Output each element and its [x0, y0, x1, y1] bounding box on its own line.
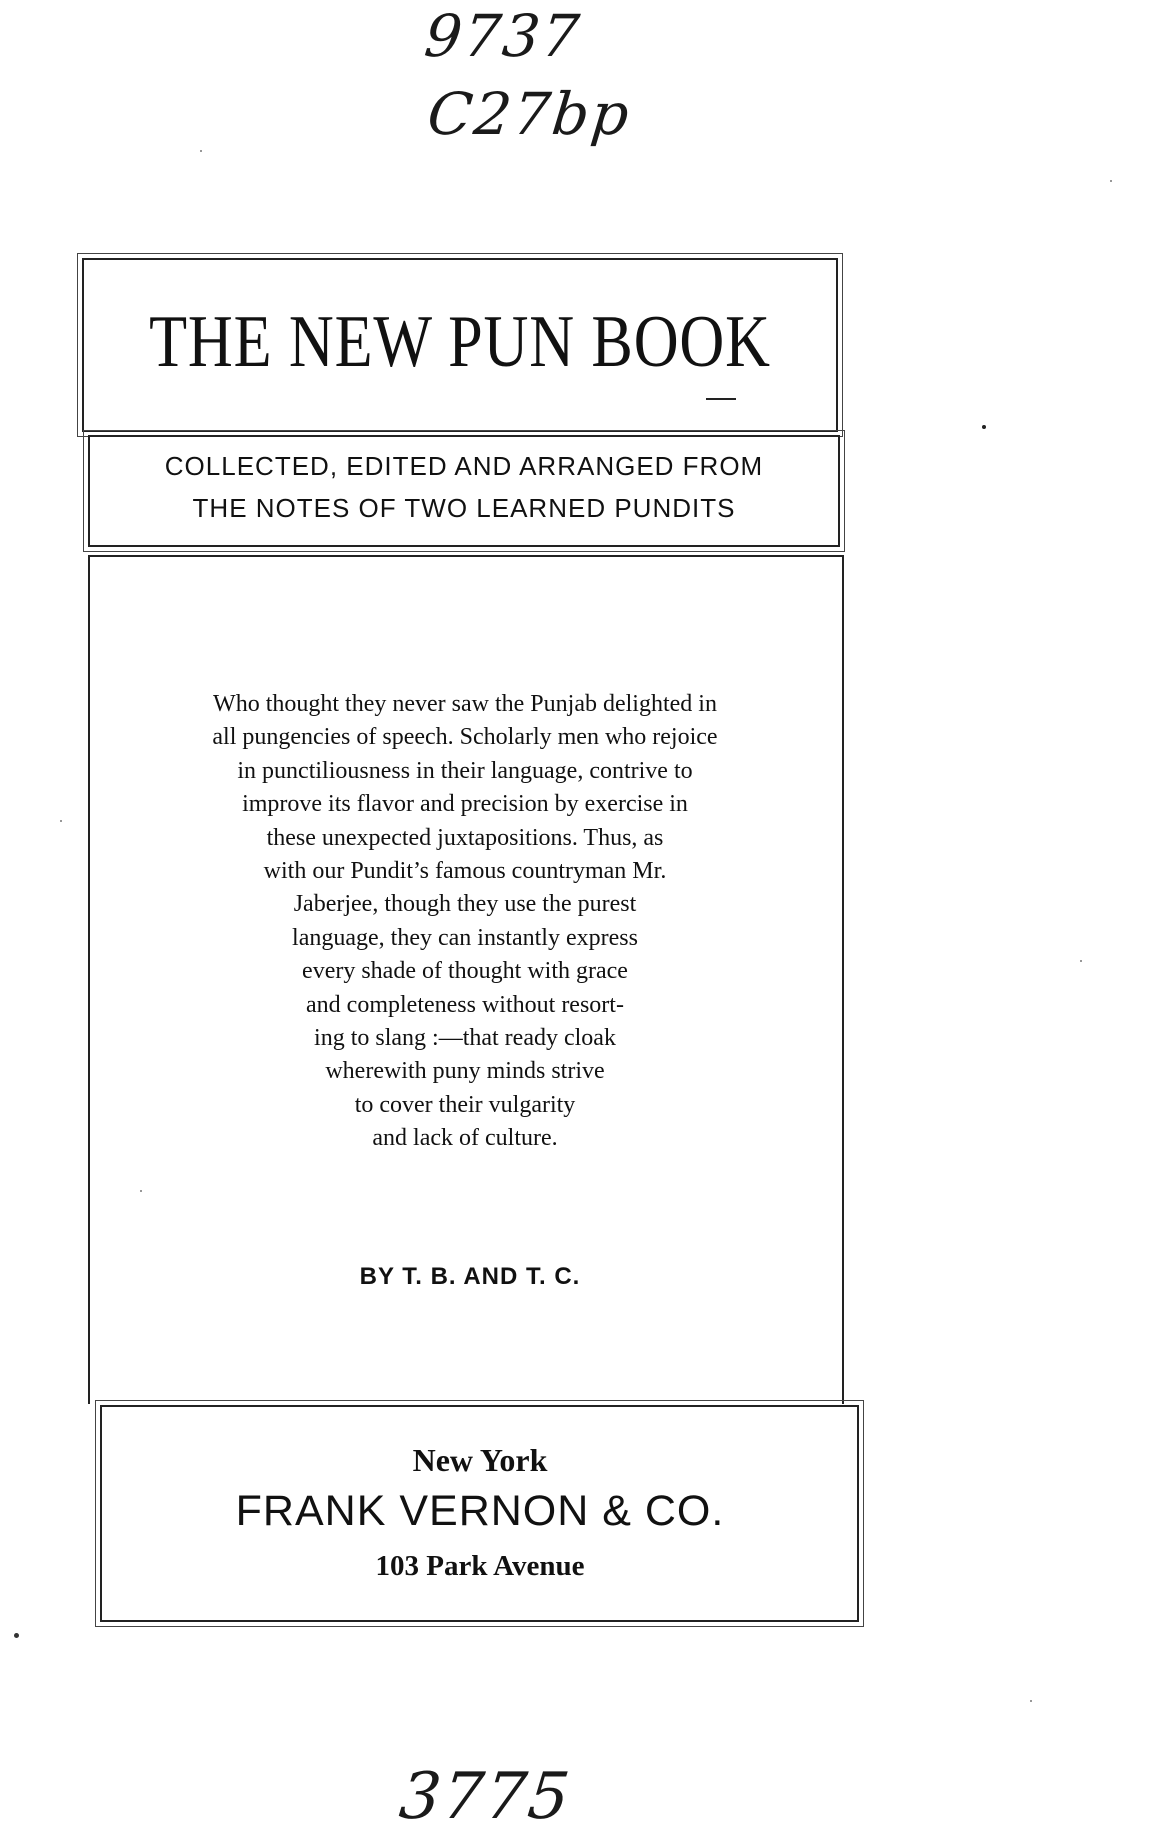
subtitle-line-2: THE NOTES OF TWO LEARNED PUNDITS: [192, 493, 736, 523]
description-line: to cover their vulgarity: [354, 1091, 576, 1118]
subtitle-line-1: COLLECTED, EDITED AND ARRANGED FROM: [164, 451, 764, 481]
description-line: wherewith puny minds strive: [325, 1058, 605, 1085]
authors-line: BY T. B. AND T. C.: [359, 1263, 581, 1290]
publisher-name: FRANK VERNON & CO.: [235, 1487, 725, 1535]
description-line: and lack of culture.: [372, 1125, 558, 1152]
description-line: with our Pundit’s famous countryman Mr.: [263, 858, 667, 885]
handwritten-call-number-line2: C27bp: [424, 80, 635, 148]
handwritten-accession-number: 3775: [396, 1760, 575, 1834]
description-line: and completeness without resort-: [306, 991, 624, 1018]
scan-speck: [1080, 960, 1082, 962]
description-line: these unexpected juxtapositions. Thus, as: [266, 824, 664, 851]
scan-speck: [1030, 1700, 1032, 1702]
scan-speck: [982, 425, 986, 429]
publisher-address: 103 Park Avenue: [375, 1550, 585, 1582]
description-line: Who thought they never saw the Punjab delighted in: [213, 691, 717, 717]
description-line: every shade of thought with grace: [302, 958, 628, 985]
scan-speck: [60, 820, 62, 822]
publisher-city: New York: [412, 1442, 548, 1478]
description-paragraph: [130, 688, 800, 1156]
description-line: language, they can instantly express: [292, 924, 638, 951]
scan-speck: [140, 1190, 142, 1192]
title-underline-mark: [706, 398, 736, 400]
description-line: improve its flavor and precision by exercise in: [242, 791, 688, 818]
description-line: all pungencies of speech. Scholarly men who rejoice: [212, 724, 718, 751]
handwritten-call-number-line1: 9737: [421, 2, 585, 70]
book-title: THE NEW PUN BOOK: [149, 301, 771, 383]
description-line: in punctiliousness in their language, contrive to: [237, 757, 693, 784]
scan-speck: [1110, 180, 1112, 182]
description-line: Jaberjee, though they use the purest: [293, 891, 637, 918]
scan-speck: [200, 150, 202, 152]
description-line: ing to slang :—that ready cloak: [314, 1025, 616, 1052]
subtitle: [92, 445, 836, 529]
scan-speck: [14, 1633, 19, 1638]
